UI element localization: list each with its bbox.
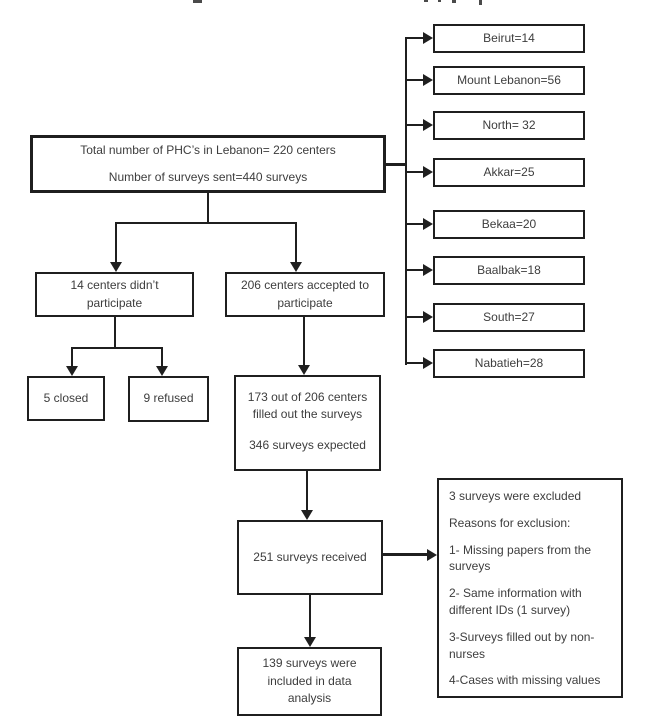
- arrowhead-included: [304, 637, 316, 647]
- excluded-reason-3: 3-Surveys filled out by non-nurses: [449, 629, 595, 661]
- included-box: [237, 647, 382, 716]
- cropped-text-fragment: [452, 0, 456, 3]
- declined-split-bar: [71, 347, 163, 349]
- cropped-text-fragment: [479, 0, 482, 5]
- declined-box: [35, 272, 194, 317]
- connector-to-nabatieh: [407, 362, 424, 364]
- included-line2: included in data: [267, 673, 352, 688]
- arrowhead-nabatieh: [423, 357, 433, 369]
- declined-line2: participate: [86, 295, 143, 310]
- filled-to-received-line: [306, 470, 308, 512]
- arrowhead-bekaa: [423, 218, 433, 230]
- region-box-beirut: [433, 24, 585, 53]
- region-box-north: [433, 111, 585, 140]
- cropped-text-fragment: [424, 0, 428, 2]
- excluded-reason-2: 2- Same information with different IDs (1 survey): [449, 586, 582, 617]
- connector-to-mount-lebanon: [407, 79, 424, 81]
- refused-label: 9 refused: [143, 391, 194, 406]
- filled-line3: 346 surveys expected: [249, 437, 366, 452]
- received-to-included-line: [309, 595, 311, 639]
- root-stem-line: [207, 193, 209, 222]
- region-label: South=27: [483, 309, 535, 324]
- refused-box: [128, 376, 209, 422]
- region-box-akkar: [433, 158, 585, 187]
- arrowhead-declined: [110, 262, 122, 272]
- excluded-reasons-heading: Reasons for exclusion:: [449, 515, 571, 530]
- excluded-reason-1: 1- Missing papers from the surveys: [449, 542, 592, 574]
- connector-to-bekaa: [407, 223, 424, 225]
- closed-box: [27, 376, 105, 421]
- connector-root-to-spine: [385, 163, 407, 166]
- filled-line2: filled out the surveys: [252, 407, 363, 422]
- region-label: Beirut=14: [483, 30, 535, 45]
- region-box-baalbak: [433, 256, 585, 285]
- arrowhead-closed: [66, 366, 78, 376]
- filled-box: [234, 375, 381, 471]
- declined-branch-line: [115, 222, 117, 263]
- excluded-title: 3 surveys were excluded: [449, 489, 582, 503]
- connector-to-south: [407, 316, 424, 318]
- region-label: North= 32: [482, 117, 536, 132]
- region-label: Akkar=25: [483, 164, 535, 179]
- total-phc-line2: Number of surveys sent=440 surveys: [108, 170, 308, 184]
- closed-branch-line: [71, 347, 73, 368]
- total-phc-box: [30, 135, 386, 193]
- declined-stem-line: [114, 317, 116, 347]
- arrowhead-baalbak: [423, 264, 433, 276]
- accepted-branch-line: [295, 222, 297, 263]
- connector-to-north: [407, 124, 424, 126]
- cropped-text-fragment: [438, 0, 441, 2]
- accepted-box: [225, 272, 385, 317]
- region-label: Mount Lebanon=56: [457, 72, 561, 87]
- filled-line1: 173 out of 206 centers: [247, 390, 368, 404]
- declined-line1: 14 centers didn’t: [70, 278, 159, 293]
- arrowhead-akkar: [423, 166, 433, 178]
- region-box-bekaa: [433, 210, 585, 239]
- arrowhead-excluded: [427, 549, 437, 561]
- arrowhead-refused: [156, 366, 168, 376]
- region-label: Bekaa=20: [481, 216, 537, 231]
- received-box: [237, 520, 383, 595]
- accepted-line2: participate: [277, 295, 333, 310]
- included-line3: analysis: [287, 691, 332, 706]
- region-box-mount-lebanon: [433, 66, 585, 95]
- region-box-nabatieh: [433, 349, 585, 378]
- arrowhead-filled: [298, 365, 310, 375]
- connector-to-beirut: [407, 37, 424, 39]
- accepted-line1: 206 centers accepted to: [240, 278, 370, 293]
- region-label: Baalbak=18: [477, 262, 541, 277]
- arrowhead-south: [423, 311, 433, 323]
- refused-branch-line: [161, 347, 163, 368]
- arrowhead-received: [301, 510, 313, 520]
- included-line1: 139 surveys were: [262, 656, 357, 671]
- region-box-south: [433, 303, 585, 332]
- root-split-bar: [115, 222, 297, 224]
- closed-label: 5 closed: [43, 390, 89, 405]
- connector-to-akkar: [407, 171, 424, 173]
- arrowhead-accepted: [290, 262, 302, 272]
- excluded-box: [437, 478, 623, 698]
- received-to-excluded-line: [383, 553, 428, 556]
- arrowhead-mount-lebanon: [423, 74, 433, 86]
- cropped-text-fragment: [193, 0, 202, 3]
- connector-to-baalbak: [407, 269, 424, 271]
- total-phc-line1: Total number of PHC’s in Lebanon= 220 centers: [80, 142, 336, 157]
- received-label: 251 surveys received: [253, 549, 367, 564]
- excluded-reason-4: 4-Cases with missing values: [449, 673, 601, 688]
- region-label: Nabatieh=28: [474, 355, 544, 370]
- arrowhead-north: [423, 119, 433, 131]
- arrowhead-beirut: [423, 32, 433, 44]
- accepted-to-filled-line: [303, 317, 305, 366]
